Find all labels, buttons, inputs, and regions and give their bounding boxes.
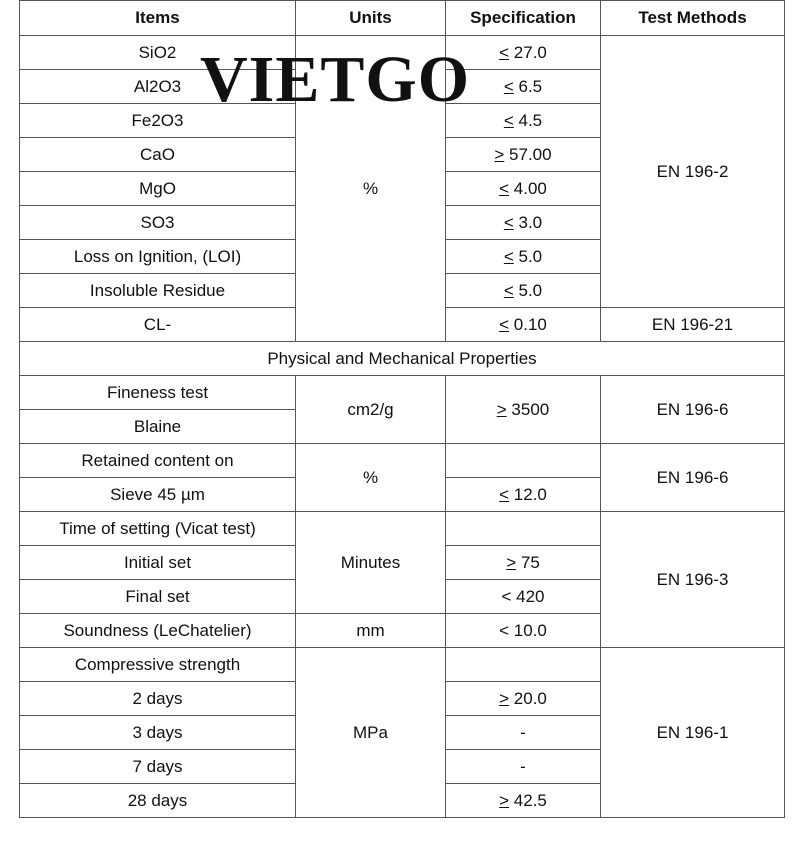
table-row [20, 36, 785, 70]
item-cell: Compressive strength [20, 648, 296, 682]
spec-cell [446, 274, 601, 308]
spec-value: 3500 [506, 400, 550, 419]
item-cell: Initial set [20, 546, 296, 580]
spec-symbol: > [506, 553, 517, 572]
section-title: Physical and Mechanical Properties [20, 342, 785, 376]
spec-value: 75 [516, 553, 540, 572]
spec-cell [446, 138, 601, 172]
spec-symbol: > [494, 145, 505, 164]
spec-symbol: < [503, 247, 514, 266]
table-row [20, 512, 785, 546]
spec-cell: < 10.0 [446, 614, 601, 648]
spec-cell [446, 70, 601, 104]
item-cell: Insoluble Residue [20, 274, 296, 308]
item-cell: 28 days [20, 784, 296, 818]
spec-value: 4.5 [513, 111, 543, 130]
spec-value: 42.5 [509, 791, 547, 810]
table-row [20, 648, 785, 682]
spec-cell [446, 478, 601, 512]
spec-cell [446, 682, 601, 716]
spec-symbol: < [503, 281, 514, 300]
method-cell: EN 196-1 [601, 648, 785, 818]
section-row [20, 342, 785, 376]
spec-symbol: > [499, 791, 510, 810]
spec-cell [446, 546, 601, 580]
item-cell: Sieve 45 µm [20, 478, 296, 512]
spec-symbol: < [503, 77, 514, 96]
spec-cell [446, 206, 601, 240]
header-row [20, 1, 785, 36]
unit-cell: mm [296, 614, 446, 648]
spec-cell: - [446, 716, 601, 750]
spec-cell-empty [446, 648, 601, 682]
item-cell: Soundness (LeChatelier) [20, 614, 296, 648]
header-specification: Specification [446, 1, 601, 36]
spec-cell-empty [446, 444, 601, 478]
method-cell: EN 196-21 [601, 308, 785, 342]
item-cell: CL- [20, 308, 296, 342]
header-items: Items [20, 1, 296, 36]
item-cell: MgO [20, 172, 296, 206]
method-cell: EN 196-6 [601, 376, 785, 444]
table-row [20, 444, 785, 478]
table-row [20, 376, 785, 410]
method-cell: EN 196-3 [601, 512, 785, 648]
unit-cell-chemical: % [296, 36, 446, 342]
item-cell: Al2O3 [20, 70, 296, 104]
item-cell: 3 days [20, 716, 296, 750]
spec-value: 6.5 [513, 77, 543, 96]
spec-cell [446, 104, 601, 138]
spec-value: 3.0 [513, 213, 543, 232]
item-cell: SiO2 [20, 36, 296, 70]
spec-symbol: < [499, 43, 510, 62]
item-cell: Loss on Ignition, (LOI) [20, 240, 296, 274]
item-cell: 7 days [20, 750, 296, 784]
spec-value: 5.0 [513, 281, 543, 300]
unit-cell: MPa [296, 648, 446, 818]
spec-cell: - [446, 750, 601, 784]
item-cell: Final set [20, 580, 296, 614]
spec-symbol: < [499, 179, 510, 198]
item-cell: CaO [20, 138, 296, 172]
header-test-methods: Test Methods [601, 1, 785, 36]
spec-value: 12.0 [509, 485, 547, 504]
item-cell: Time of setting (Vicat test) [20, 512, 296, 546]
spec-value: 5.0 [513, 247, 543, 266]
unit-cell: % [296, 444, 446, 512]
header-units: Units [296, 1, 446, 36]
item-cell: SO3 [20, 206, 296, 240]
item-cell: Fineness test [20, 376, 296, 410]
spec-cell [446, 240, 601, 274]
spec-value: 27.0 [509, 43, 547, 62]
spec-cell [446, 172, 601, 206]
spec-symbol: < [503, 213, 514, 232]
spec-cell: < 420 [446, 580, 601, 614]
spec-cell [446, 308, 601, 342]
unit-cell: Minutes [296, 512, 446, 614]
spec-value: 4.00 [509, 179, 547, 198]
spec-cell [446, 784, 601, 818]
spec-cell [446, 36, 601, 70]
spec-cell-empty [446, 512, 601, 546]
spec-symbol: < [499, 315, 510, 334]
item-cell: Fe2O3 [20, 104, 296, 138]
method-cell-chemical: EN 196-2 [601, 36, 785, 308]
watermark-logo: VIETGO [200, 43, 471, 116]
item-cell: 2 days [20, 682, 296, 716]
spec-symbol: > [496, 400, 507, 419]
spec-value: 0.10 [509, 315, 547, 334]
unit-cell: cm2/g [296, 376, 446, 444]
spec-value: 57.00 [504, 145, 552, 164]
item-cell: Retained content on [20, 444, 296, 478]
spec-symbol: < [499, 485, 510, 504]
spec-symbol: > [499, 689, 510, 708]
method-cell: EN 196-6 [601, 444, 785, 512]
spec-cell [446, 376, 601, 444]
spec-symbol: < [503, 111, 514, 130]
specification-table [19, 0, 785, 818]
spec-value: 20.0 [509, 689, 547, 708]
item-cell: Blaine [20, 410, 296, 444]
